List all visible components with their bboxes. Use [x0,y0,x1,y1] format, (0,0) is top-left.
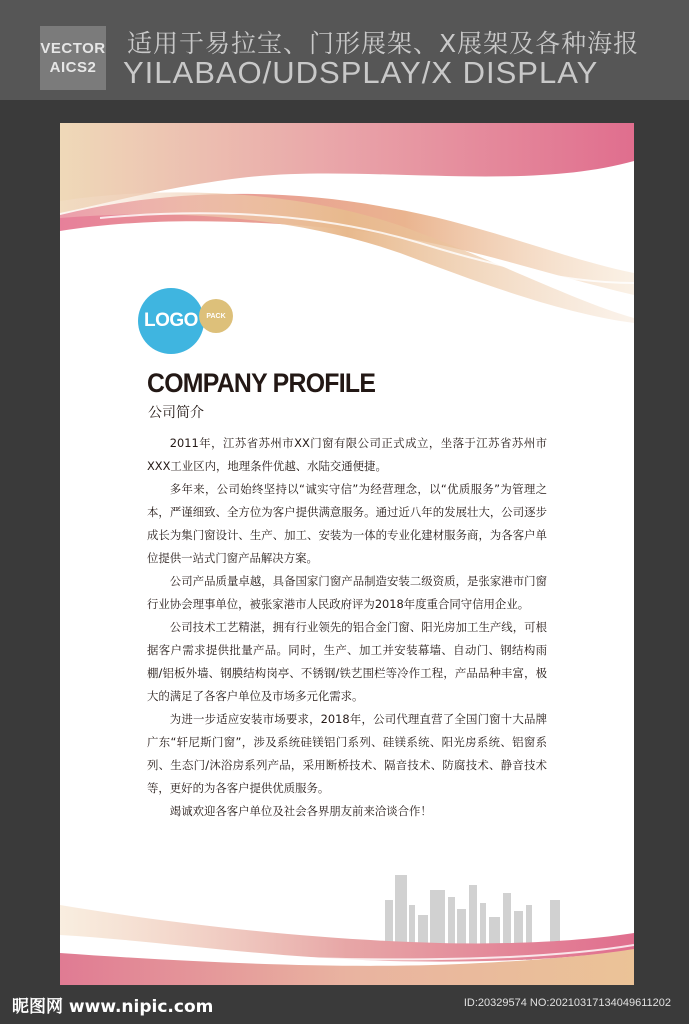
footer [0,988,689,1024]
banner-title-cn: 适用于易拉宝、门形展架、X展架及各种海报 [127,29,640,58]
paragraph-4: 公司技术工艺精湛，拥有行业领先的铝合金门窗、阳光房加工生产线，可根据客户需求提供批量产品。同时，生产、加工并安装幕墙、自动门、钢结构雨棚/铝板外墙、钢膜结构岗亭、不锈钢/铁艺围栏等冷作工程，产品品种丰富，极大的满足了各客户单位及市场多元化需求。 [147,620,547,703]
title-cn: 公司简介 [148,405,204,421]
badge-line2: AICS2 [49,59,97,76]
logo-circle [138,288,204,354]
paragraph-5: 为进一步适应安装市场要求，2018年，公司代理直营了全国门窗十大品牌广东“轩尼斯门窗”，涉及系统硅镁铝门系列、硅镁系统、阳光房系统、铝窗系列、生态门/沐浴房系列产品，采用断桥技术、隔音技术、防腐技术、静音技术等，更好的为各客户提供优质服务。 [147,712,547,795]
banner-title-en: YILABAO/UDSPLAY/X DISPLAY [123,55,599,90]
paragraph-1: 2011年，江苏省苏州市XX门窗有限公司正式成立，坐落于江苏省苏州市XXX工业区内，地理条件优越、水陆交通便捷。 [147,436,547,473]
pack-text: PACK [206,312,226,320]
paragraph-3: 公司产品质量卓越，具备国家门窗产品制造安装二级资质，是张家港市门窗行业协会理事单位，被张家港市人民政府评为2018年度重合同守信用企业。 [147,574,547,611]
pack-circle [199,299,233,333]
paragraph-6: 竭诚欢迎各客户单位及社会各界朋友前来洽谈合作！ [169,804,432,818]
image-id: ID:20329574 NO:20210317134049611202 [463,997,671,1009]
paragraph-2: 多年来，公司始终坚持以“诚实守信”为经营理念，以“优质服务”为管理之本，严谨细致、全方位为客户提供满意服务。通过近八年的发展壮大，公司逐步成长为集门窗设计、生产、加工、安装为一体的专业化建材服务商，为各客户单位提供一站式门窗产品解决方案。 [147,482,547,565]
vector-badge [40,26,106,90]
title-en: COMPANY PROFILE [147,368,376,398]
site-watermark: 昵图网 www.nipic.com [12,997,214,1017]
bottom-wave-decoration [60,845,634,985]
badge-line1: VECTOR [40,40,106,57]
body-text [147,432,547,823]
poster [60,123,634,985]
logo-text: LOGO [144,310,198,331]
top-banner [0,0,689,100]
